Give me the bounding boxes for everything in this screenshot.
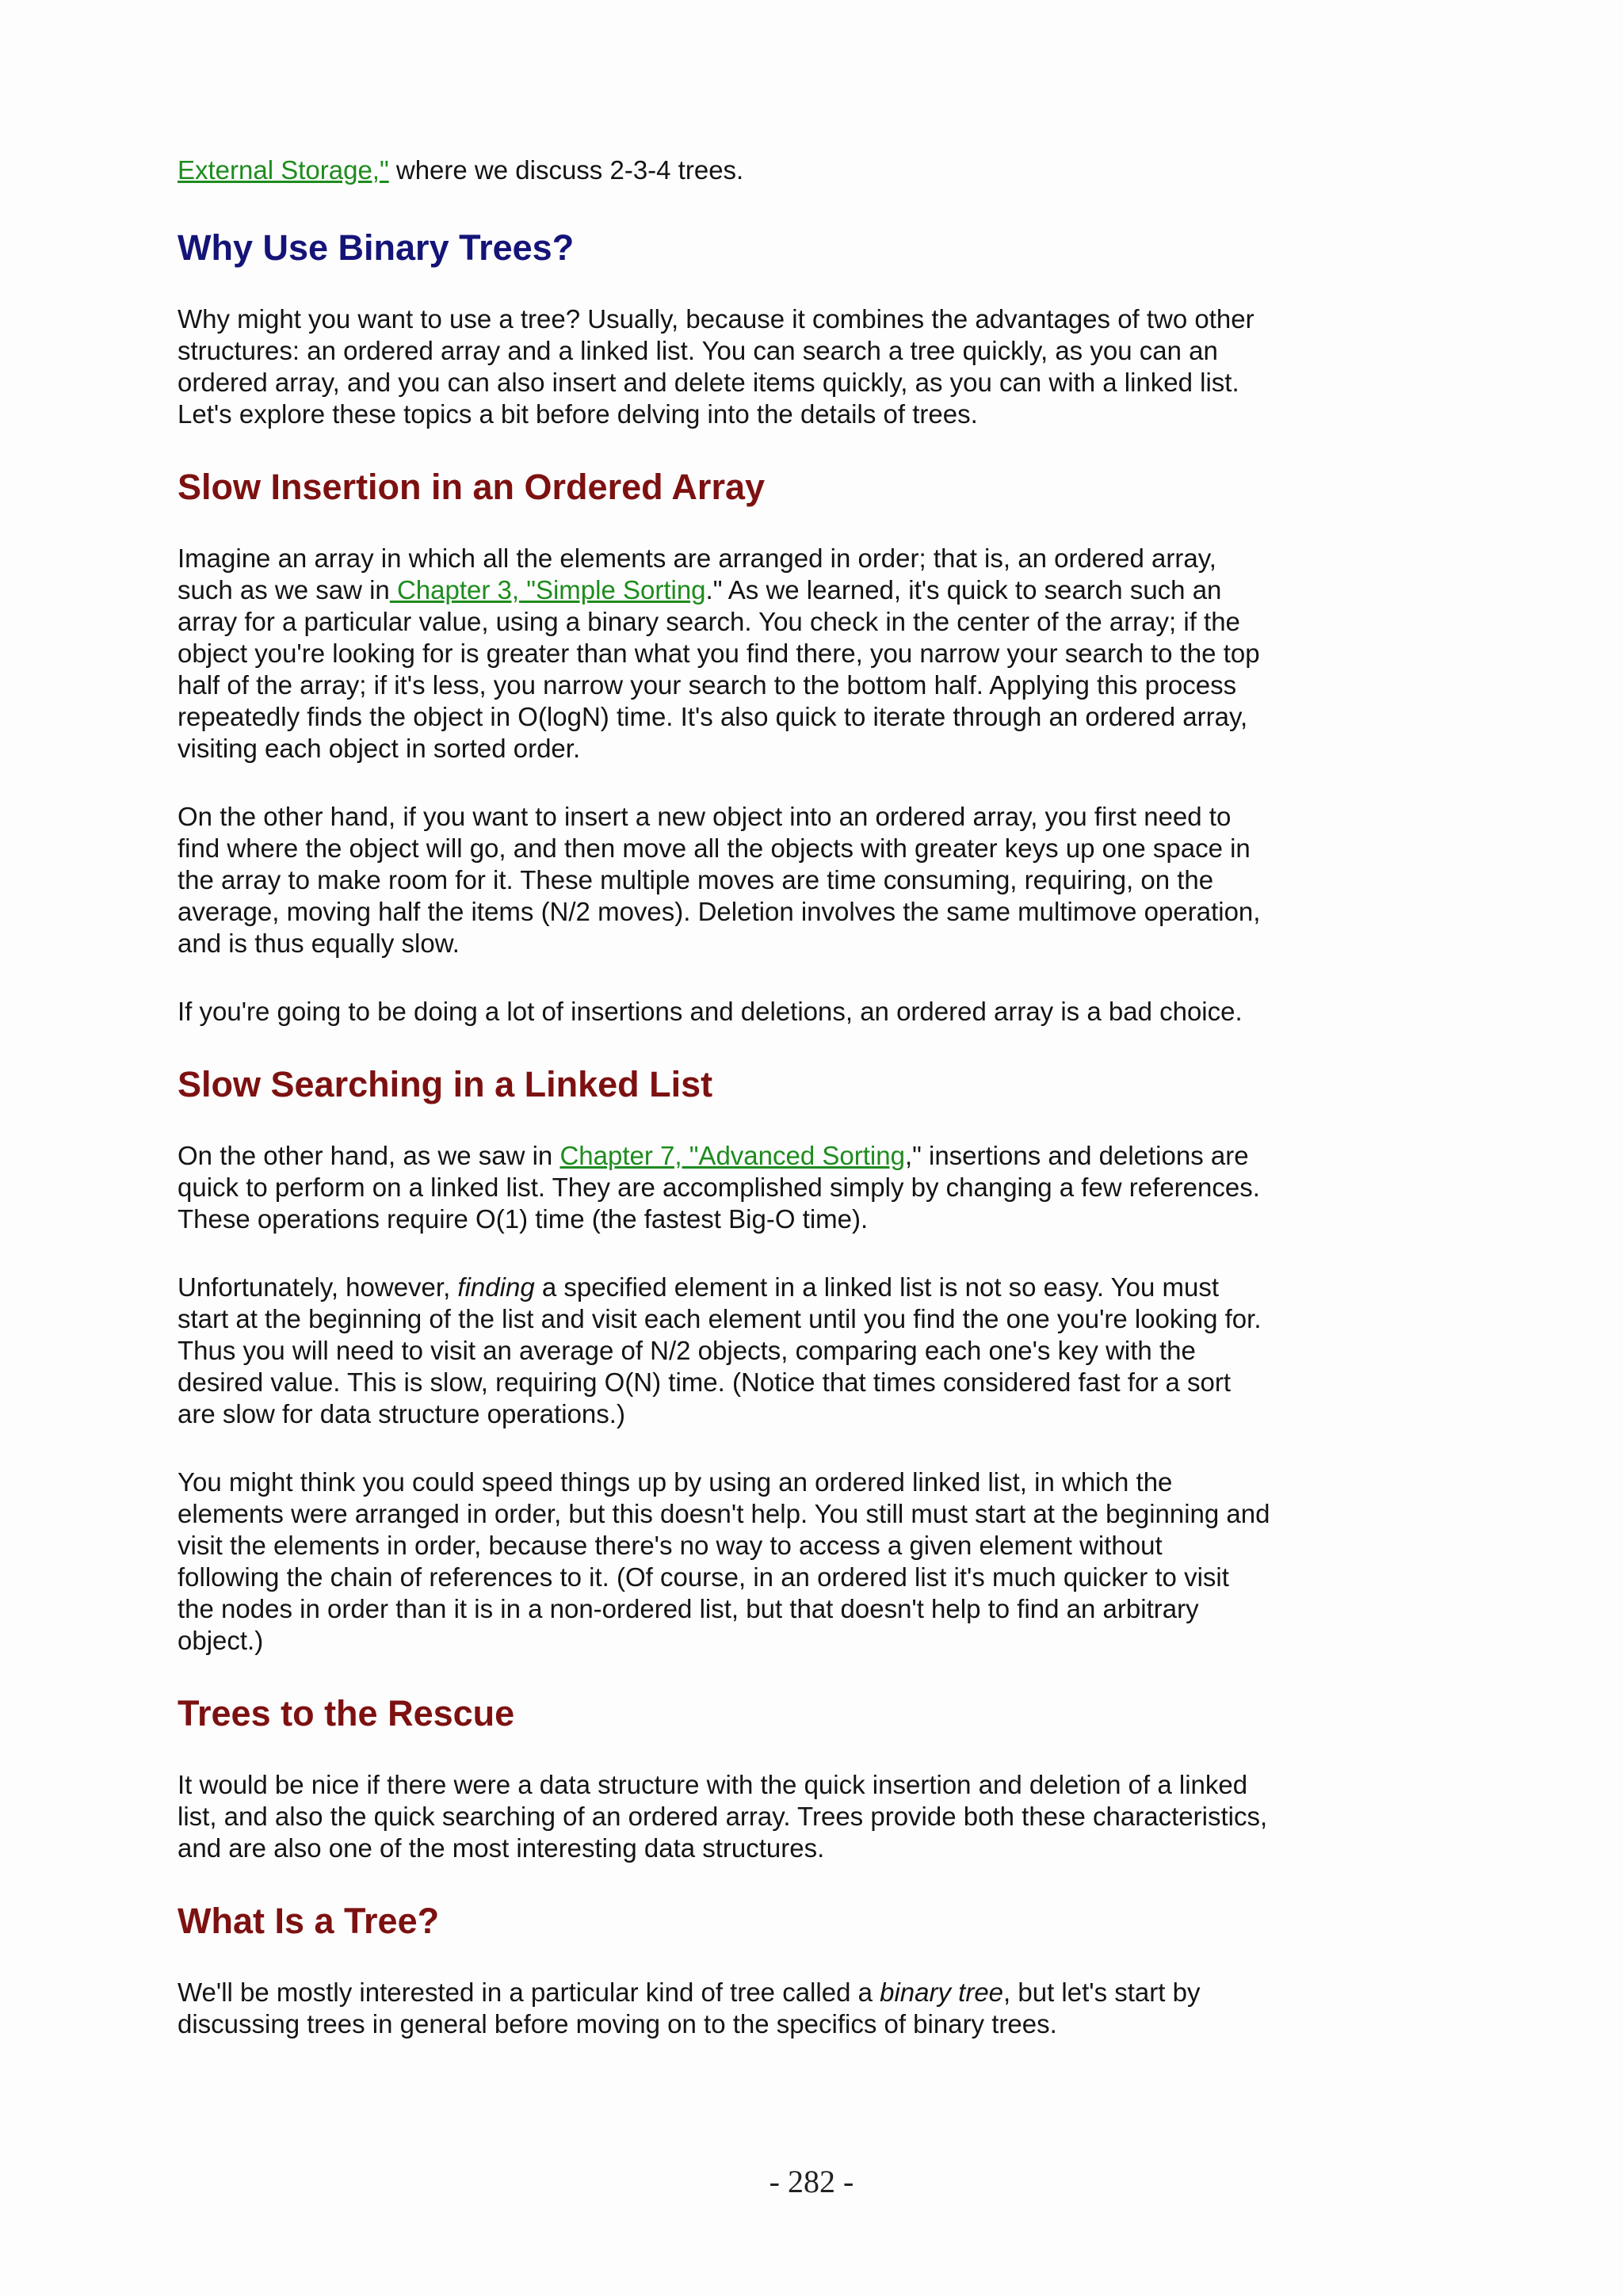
intro-text: where we discuss 2-3-4 trees.: [388, 155, 744, 185]
heading-trees-to-the-rescue: Trees to the Rescue: [178, 1693, 515, 1733]
page-content: [178, 154, 1271, 2040]
what-is-text-a: We'll be mostly interested in a particular kind of tree called a: [178, 1978, 880, 2007]
why-paragraph: Why might you want to use a tree? Usually, because it combines the advantages of two other structures: an ordered array and a linked list. You can search a tree quickly, as you can an ordered array, and you can also insert and delete items quickly, as you can with a linked list. Let's explore these topics a bit before delving into the details of trees.: [178, 304, 1254, 429]
external-storage-link[interactable]: External Storage,": [178, 155, 389, 185]
slow-searching-text-a: On the other hand, as we saw in: [178, 1141, 560, 1170]
what-is-paragraph: [178, 1977, 1271, 2040]
chapter-3-link[interactable]: Chapter 3, "Simple Sorting: [389, 575, 706, 605]
heading-why-use-binary-trees: Why Use Binary Trees?: [178, 227, 575, 268]
slow-insertion-paragraph-1: [178, 543, 1271, 765]
slow-searching-p2-text-a: Unfortunately, however,: [178, 1272, 458, 1302]
slow-insertion-paragraph-2: On the other hand, if you want to insert a new object into an ordered array, you first need to find where the object will go, and then move all the objects with greater keys up one space in the array to make room for it. These multiple moves are time consuming, requiring, on the average, moving half the items (N/2 moves). Deletion involves the same multimove operation, and is thus equally slow.: [178, 802, 1261, 958]
intro-paragraph: [178, 154, 1271, 186]
slow-searching-paragraph-1: [178, 1140, 1271, 1235]
binary-tree-emphasis: binary tree: [880, 1978, 1004, 2007]
page-number: - 282 -: [769, 2164, 854, 2199]
slow-insertion-paragraph-3: If you're going to be doing a lot of insertions and deletions, an ordered array is a bad choice.: [178, 997, 1243, 1026]
heading-what-is-a-tree: What Is a Tree?: [178, 1901, 440, 1941]
slow-insertion-text-a: Imagine an array in which all the elements are arranged in order; that is, an ordered array, such as we saw in: [178, 543, 1216, 605]
slow-searching-text-b: ," insertions and deletions are quick to perform on a linked list. They are accomplished simply by changing a few references. These operations require O(1) time (the fastest Big-O time).: [178, 1141, 1260, 1234]
slow-insertion-text-b: ." As we learned, it's quick to search such an array for a particular value, using a binary search. You check in the center of the array; if the object you're looking for is greater than what you find there, you narrow your search to the top half of the array; if it's less, you narrow your search to the bottom half. Applying this process repeatedly finds the object in O(logN) time. It's also quick to iterate through an ordered array, visiting each object in sorted order.: [178, 575, 1260, 763]
rescue-paragraph: It would be nice if there were a data structure with the quick insertion and deletion of a linked list, and also the quick searching of an ordered array. Trees provide both these characteristics, and are also one of the most interesting data structures.: [178, 1770, 1268, 1863]
heading-slow-insertion: Slow Insertion in an Ordered Array: [178, 467, 766, 507]
finding-emphasis: finding: [457, 1272, 535, 1302]
what-is-text-b: , but let's start by discussing trees in general before moving on to the specifics of binary trees.: [178, 1978, 1201, 2039]
slow-searching-p2-text-b: a specified element in a linked list is not so easy. You must start at the beginning of the list and visit each element until you find the one you're looking for. Thus you will need to visit an average of N/2 objects, comparing each one's key with the desired value. This is slow, requiring O(N) time. (Notice that times considered fast for a sort are slow for data structure operations.): [178, 1272, 1262, 1428]
heading-slow-searching: Slow Searching in a Linked List: [178, 1064, 713, 1104]
chapter-7-link[interactable]: Chapter 7, "Advanced Sorting: [559, 1141, 905, 1170]
slow-searching-paragraph-3: You might think you could speed things up by using an ordered linked list, in which the elements were arranged in order, but this doesn't help. You still must start at the beginning and visit the elements in order, because there's no way to access a given element without following the chain of references to it. (Of course, in an ordered list it's much quicker to visit the nodes in order than it is in a non-ordered list, but that doesn't help to find an arbitrary object.): [178, 1467, 1270, 1655]
slow-searching-paragraph-2: [178, 1272, 1271, 1430]
